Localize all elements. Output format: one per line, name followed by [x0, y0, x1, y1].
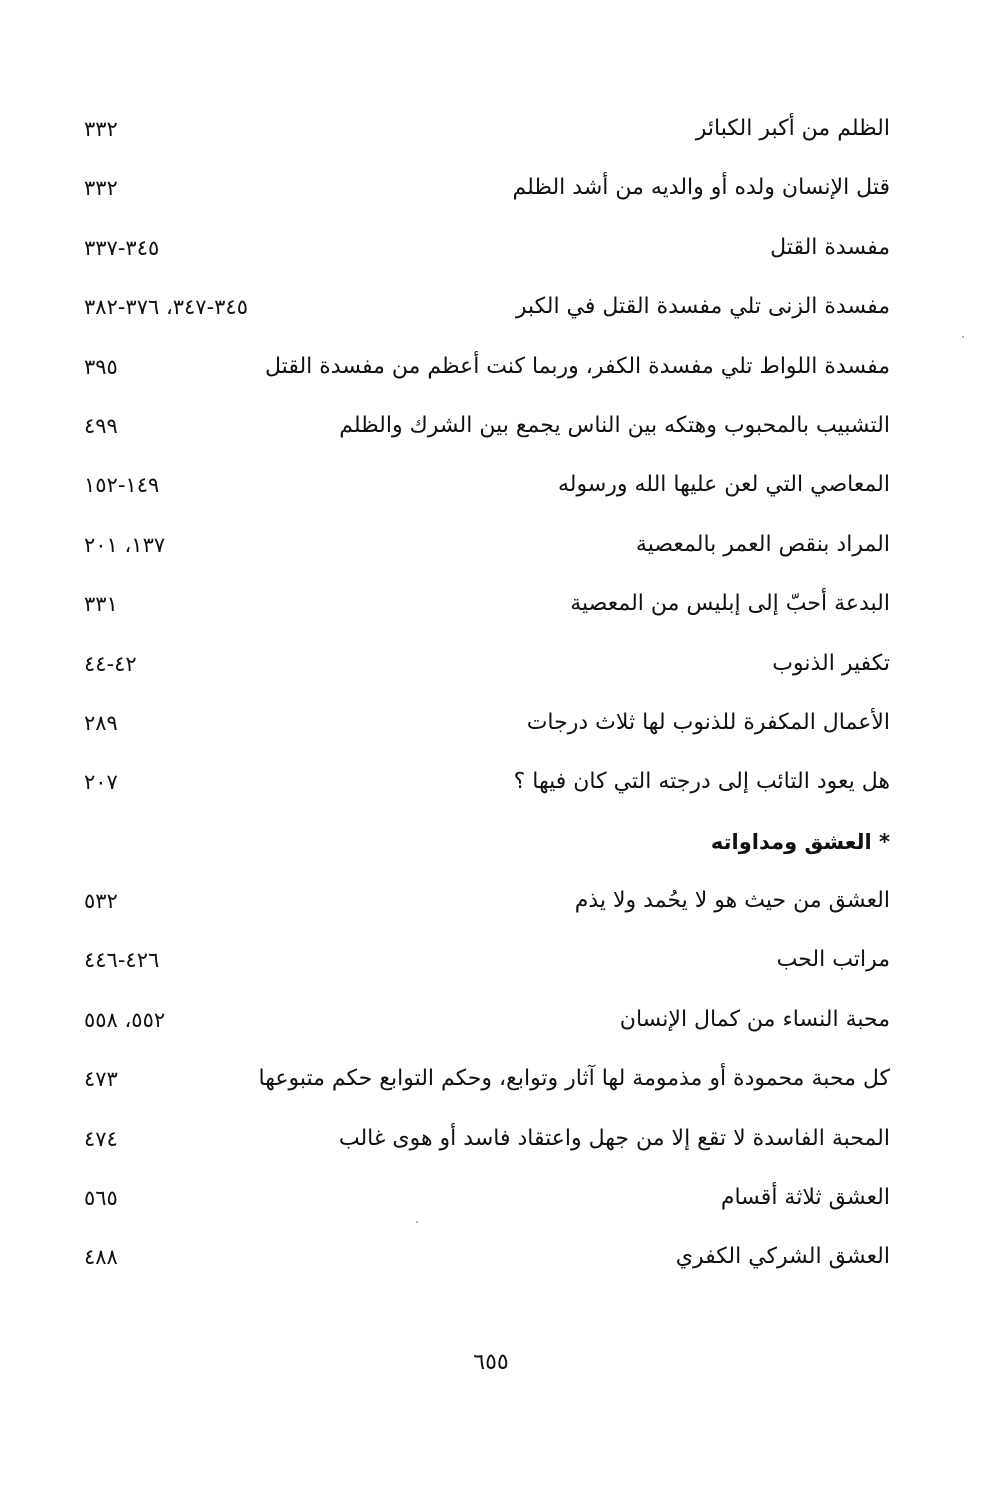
entry-page-refs: ٣٤٥-٣٤٧، ٣٧٦-٣٨٢: [84, 295, 248, 320]
entry-page-refs: ٤٩٩: [84, 413, 118, 438]
entry-page-refs: ١٣٧، ٢٠١: [84, 532, 166, 557]
index-entry: [80, 1054, 892, 1113]
page-number: ٦٥٥: [473, 1350, 509, 1375]
index-entry: [80, 163, 892, 222]
index-entry: [80, 995, 892, 1054]
index-entry: [80, 1232, 892, 1291]
entry-topic: قتل الإنسان ولده أو والديه من أشد الظلم: [512, 175, 890, 201]
section-heading: [80, 817, 892, 876]
entry-topic: العشق ثلاثة أقسام: [720, 1185, 890, 1211]
entry-topic: المراد بنقص العمر بالمعصية: [635, 531, 890, 557]
index-entry: [80, 579, 892, 638]
entry-topic: مفسدة اللواط تلي مفسدة الكفر، وربما كنت أعظم من مفسدة القتل: [265, 353, 890, 379]
index-entry: [80, 460, 892, 519]
entry-page-refs: ٢٠٧: [84, 770, 118, 795]
entry-page-refs: ٤٧٣: [84, 1067, 118, 1092]
entry-page-refs: ٣٣٢: [84, 176, 118, 201]
entry-page-refs: ٣٣٢: [84, 117, 118, 141]
scan-speck: [962, 336, 964, 338]
index-entry: [80, 401, 892, 460]
entry-page-refs: ٤٢-٤٤: [84, 651, 137, 676]
entry-topic: هل يعود التائب إلى درجته التي كان فيها ؟: [513, 769, 890, 795]
entry-topic: الظلم من أكبر الكبائر: [695, 116, 890, 141]
index-entry: [80, 1114, 892, 1173]
entry-topic: الأعمال المكفرة للذنوب لها ثلاث درجات: [526, 709, 890, 735]
index-entry: [80, 698, 892, 757]
entry-page-refs: ٥٥٢، ٥٥٨: [84, 1007, 166, 1032]
entry-topic: تكفير الذنوب: [772, 650, 890, 676]
entry-topic: كل محبة محمودة أو مذمومة لها آثار وتوابع، وحكم التوابع حكم متبوعها: [258, 1066, 890, 1092]
index-entry: [80, 757, 892, 816]
index-entry: [80, 104, 892, 163]
index-entry: [80, 342, 892, 401]
entry-topic: مفسدة القتل: [770, 234, 890, 260]
entry-page-refs: ٤٢٦-٤٤٦: [84, 948, 160, 973]
entry-topic: البدعة أحبّ إلى إبليس من المعصية: [570, 591, 890, 617]
entry-page-refs: ٤٧٤: [84, 1126, 118, 1151]
entry-page-refs: ٥٣٢: [84, 889, 118, 914]
entry-page-refs: ٢٨٩: [84, 710, 118, 735]
entry-page-refs: ٣٣١: [84, 592, 118, 617]
entry-page-refs: ٥٦٥: [84, 1186, 118, 1211]
index-entry: [80, 223, 892, 282]
entry-topic: المعاصي التي لعن عليها الله ورسوله: [557, 472, 890, 498]
index-entry: [80, 282, 892, 341]
index-entry: [80, 520, 892, 579]
index-entry: [80, 876, 892, 935]
entry-page-refs: ٣٩٥: [84, 354, 118, 379]
entry-page-refs: ١٤٩-١٥٢: [84, 473, 160, 498]
index-list: [80, 104, 892, 1292]
entry-topic: مفسدة الزنى تلي مفسدة القتل في الكبر: [515, 294, 890, 320]
entry-topic: محبة النساء من كمال الإنسان: [619, 1006, 890, 1032]
index-entry: [80, 639, 892, 698]
entry-page-refs: ٤٨٨: [84, 1245, 118, 1270]
index-entry: [80, 1173, 892, 1232]
entry-page-refs: ٣٤٥-٣٣٧: [84, 235, 160, 260]
entry-topic: العشق الشركي الكفري: [675, 1244, 890, 1270]
section-heading-label: * العشق ومداواته: [710, 829, 890, 854]
entry-topic: التشبيب بالمحبوب وهتكه بين الناس يجمع بين الشرك والظلم: [339, 412, 890, 438]
entry-topic: المحبة الفاسدة لا تقع إلا من جهل واعتقاد فاسد أو هوى غالب: [338, 1125, 890, 1151]
entry-topic: مراتب الحب: [776, 947, 890, 973]
index-entry: [80, 935, 892, 994]
scan-speck: [416, 1221, 418, 1223]
entry-topic: العشق من حيث هو لا يحُمد ولا يذم: [574, 888, 890, 914]
